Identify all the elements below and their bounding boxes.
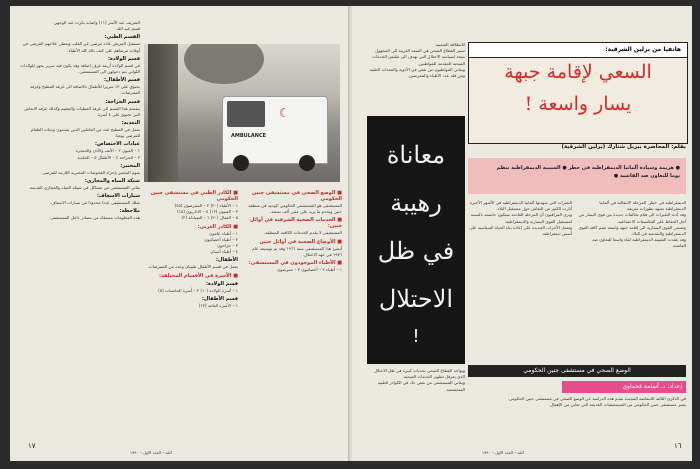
paragraph: وتسعى القوى اليسارية الى إقامة جبهة واسعة تضم كافة القوى الديمقراطية والتقدمية في البلاد.: [578, 224, 686, 237]
section-subheading: ■ الوضع الصحي في مستشفى جنين الحكومي: [251, 190, 342, 202]
headline-line-1: السعي لإقامة جبهة: [504, 61, 652, 83]
section-title-strip: الوضع الصحي في مستشفى جنين الحكومي: [468, 365, 686, 377]
paragraph: ١ – الأسرة العامة (١٣): [198, 302, 238, 308]
paragraph: المستشفى هو المستشفى الحكومي الوحيد في منطقة جنين ويخدم ما يزيد على مئتي ألف نسمة.: [248, 203, 342, 215]
section-subheading: ■ الكادر الطبي في مستشفى جنين الحكومي: [150, 190, 238, 202]
foliage: [184, 44, 264, 84]
footer-right: الغد – العدد الاول – ١٩٩٠: [482, 450, 524, 455]
header-kicker-bar: [469, 43, 687, 58]
paragraph: وقد أدت التغيرات الى قيام تحالفات جديدة بين قوى اليسار من أجل الحفاظ على المكتسبات الاجتماعية.: [578, 212, 686, 224]
paragraph: ينقسم هذا القسم الى غرفة العمليات والتعقيم وكذلك غرفة الانعاش التي تحتوي على ٤ أسرة.: [24, 105, 140, 117]
paragraph: ١ – أطباء ٢ – أخصائيون ٣ – ممرضون: [277, 267, 342, 273]
paragraph: ويعاني المواطنون من نقص في الأدوية والمعدات الطبية ومن قلة عدد الأطباء والممرضين.: [369, 66, 465, 79]
section-subheading: التغذية:: [121, 120, 140, 127]
paragraph: للانطلاقة الشعبية: [435, 42, 465, 47]
article-header-box: [468, 42, 688, 144]
paragraph: ٣ – الجراحة ٤ – الأطفال ٥ – الجلدية: [77, 154, 140, 160]
black-title-line-2: رهيبة: [390, 189, 442, 217]
paragraph: ١ – الأطباء (٢٠) ٢ – الممرضون (٤٥): [174, 203, 238, 208]
paragraph: ١ – أطباء عامون: [209, 230, 238, 236]
ambulance-wheel-rear: [299, 155, 315, 171]
section-subheading: عيادات الاختصاص:: [95, 141, 140, 148]
author-tag: إعداد: د. أسامة فحماوي: [562, 381, 686, 393]
ambulance-photo: [144, 44, 340, 182]
page-number-right: ١٦: [674, 442, 682, 450]
section-subheading: قسم الولادة:: [206, 280, 238, 287]
headline-line-2: يسار واسعة !: [524, 93, 632, 115]
ambulance-wheel-front: [233, 155, 249, 171]
left-page-column-2: [144, 188, 238, 438]
paragraph: أنشئ هذا المستشفى سنة ١٩٦٦ وقد تم توسيعه عام ١٩٧٦ في عهد الاحتلال.: [252, 245, 342, 257]
paragraph: يقوم المختبر بإجراء الفحوصات المخبرية اللازمة للمرضى.: [41, 169, 140, 175]
section-subheading: المختبر:: [120, 162, 140, 169]
ambulance-label: AMBULANCE: [231, 133, 267, 139]
byline: بقلم: المحاضرة بيربل شتارك (برلين الشرقية): [561, 144, 686, 150]
black-title-line-1: معاناة: [386, 141, 446, 169]
ambulance: [222, 96, 328, 164]
right-bottom-text-main: [468, 396, 686, 442]
section-subheading: القسم الطبي:: [104, 34, 140, 41]
paragraph: ويعاني المستشفى من نقص حاد في الكوادر الطبية المتخصصة.: [377, 380, 465, 392]
footer-left: الغد – العدد الاول – ١٩٩٠: [130, 450, 172, 455]
paragraph: تملك المستشفى عددا محدودا من سيارات الاسعاف.: [49, 200, 140, 206]
black-title-line-3: في ظل: [377, 237, 455, 265]
summary-line-2: يوما للتعاون ضد الفاشية ●: [613, 173, 680, 179]
section-subheading: ■ الخدمات الصحية الشرقية في أوائل جنين:: [249, 217, 342, 230]
paragraph: يعمل في المطبخ عدد من العاملين الذين يقدمون وجبات الطعام للمرضى يوميا.: [30, 127, 140, 139]
paragraph: يعتبر مستشفى جنين الحكومي من المستشفيات القديمة التي تعاني من الإهمال.: [548, 402, 686, 408]
paragraph: وقد عقدت الشبيبة الديمقراطية لقاء واسعا للتعاون ضد الفاشية.: [592, 237, 686, 249]
paragraph: ويواجه القطاع الصحي تحديات كبيرة في ظل الاحتلال الذي يعرقل تطوير الخدمات الصحية.: [373, 368, 465, 380]
section-subheading: الأطفال:: [216, 257, 238, 264]
paragraph: ٤ – أطباء أسنان: [210, 249, 238, 255]
page-number-left: ١٧: [28, 442, 36, 450]
paragraph: تستقبل المريض عادة مرضى عن القلب ويعطى علاجهم المرضى في أوقات مرضاهم على كتف ذلك كله الأطباء.: [22, 41, 140, 53]
paragraph: ويرى المراقبون أن المرحلة القادمة ستكون حاسمة بالنسبة لمستقبل القوى اليسارية والديمقراطية.: [470, 212, 572, 224]
paragraph: يحتوي على ١٣ سريرا للأطفال بالاضافة الى غرفة المطبخ وغرفة الممرضات.: [29, 84, 140, 96]
section-subheading: شبكة المياه والمجاري:: [84, 178, 140, 185]
section-subheading: قسم الأطفال:: [104, 77, 140, 84]
black-title-exclamation: !: [412, 326, 420, 347]
section-subheading: ملاحظة:: [119, 208, 140, 215]
left-page-column-1: [16, 20, 140, 420]
section-subheading: قسم الولادة:: [108, 55, 140, 62]
paragraph: هذه المعلومات مستقاة من مصادر داخل المستشفى.: [48, 215, 140, 221]
paragraph: ٣ – الفنيون (١٢) ٤ – الاداريون (١٥): [177, 209, 238, 215]
right-main-column-1: [578, 200, 686, 360]
tree-trunk: [148, 44, 178, 182]
header-kicker: هاتفيا من برلين الشرقية:: [605, 46, 681, 53]
right-page: [352, 6, 692, 461]
summary-line-1: ● هزيمة وسيادة ألمانيا الديمقراطية في خطر ● الشبيبة الديمقراطية تنظم: [496, 165, 680, 171]
paragraph: تسير القطاع الصحي في الضفة الغربية الى المجهول نتيجة لسياسة الاحتلال التي تهدف الى تقليص الخدمات الصحية المقدمة للمواطنين.: [372, 48, 465, 66]
section-subheading: قسم الجراحة:: [105, 98, 140, 105]
black-title-box: [367, 116, 465, 364]
section-subheading: ■ الأسرة في الأقسام المختلفة:: [158, 272, 238, 279]
left-page-column-3: [242, 188, 342, 438]
paragraph: في الذكرى الثالثة للانتفاضة المجيدة نقدم هذه الدراسة عن الوضع الصحي في مستشفى جنين الحكومي.: [507, 396, 686, 401]
paragraph: التغيرات التي شهدتها ألمانيا الديمقراطية في الأشهر الأخيرة أثارت الكثير من النقاش حول مستقبل البلاد.: [469, 200, 572, 212]
section-subheading: ■ الكادر الغربي:: [197, 223, 238, 230]
left-page: [10, 6, 350, 461]
right-page-top-text: [367, 42, 465, 114]
paragraph: تعاني المستشفى من مشاكل في شبكة المياه والمجاري القديمة.: [28, 185, 140, 191]
paragraph: الشريف عند الأسر (١١) واصابة بكرت عند الوجهي: [53, 20, 140, 25]
paragraph: في قسم الولادة أربعة غرف اضافة وقد يكون فيه سرير يجهز للوالدات اللواتي يتم دخولهن الى المستشفى.: [20, 62, 140, 75]
black-title-line-4: الاحتلال: [378, 285, 454, 313]
paragraph: الديمقراطية في خطر. المرحلة الانتقالية في ألمانيا الديمقراطية تشهد تطورات سريعة.: [599, 200, 686, 212]
crescent-icon: ☾: [279, 106, 290, 120]
section-subheading: قسم الأطفال:: [202, 295, 238, 302]
paragraph: يعمل في قسم الأطفال طبيبان وعدد من الممرضات.: [147, 264, 238, 270]
right-main-column-2: [468, 200, 572, 360]
paragraph: ١ – أسرة الولادة (١٠) ٢ – أسرة الحاضنات (٥): [158, 287, 238, 293]
summary-pink-box: [468, 158, 686, 194]
paragraph: وتعمل الأحزاب الجديدة على إعادة بناء الحياة السياسية على أسس ديمقراطية.: [469, 224, 572, 237]
paragraph: المستشفى لا يقدم الخدمات الكافية للمنطقة.: [263, 230, 342, 236]
section-subheading: ■ الأوضاع الصحية في أوائل جنين: [259, 238, 342, 245]
section-subheading: ■ الأطباء الموجودون في المستشفى:: [248, 260, 342, 267]
right-bottom-text-left: [367, 368, 465, 444]
paragraph: ٥ – العمال (٣٠) ٦ – الصيادلة (٢): [181, 215, 238, 221]
paragraph: ١ – العيون ٢ – الأنف والأذن والحنجرة: [75, 148, 140, 154]
paragraph: قسم عبد الله.: [115, 26, 140, 32]
paragraph: ٢ – أطباء أخصائيون: [204, 236, 238, 242]
paragraph: ٣ – جراحون: [217, 243, 238, 249]
ambulance-windshield: [227, 101, 265, 127]
section-subheading: سيارات الاسعاف:: [96, 193, 140, 200]
